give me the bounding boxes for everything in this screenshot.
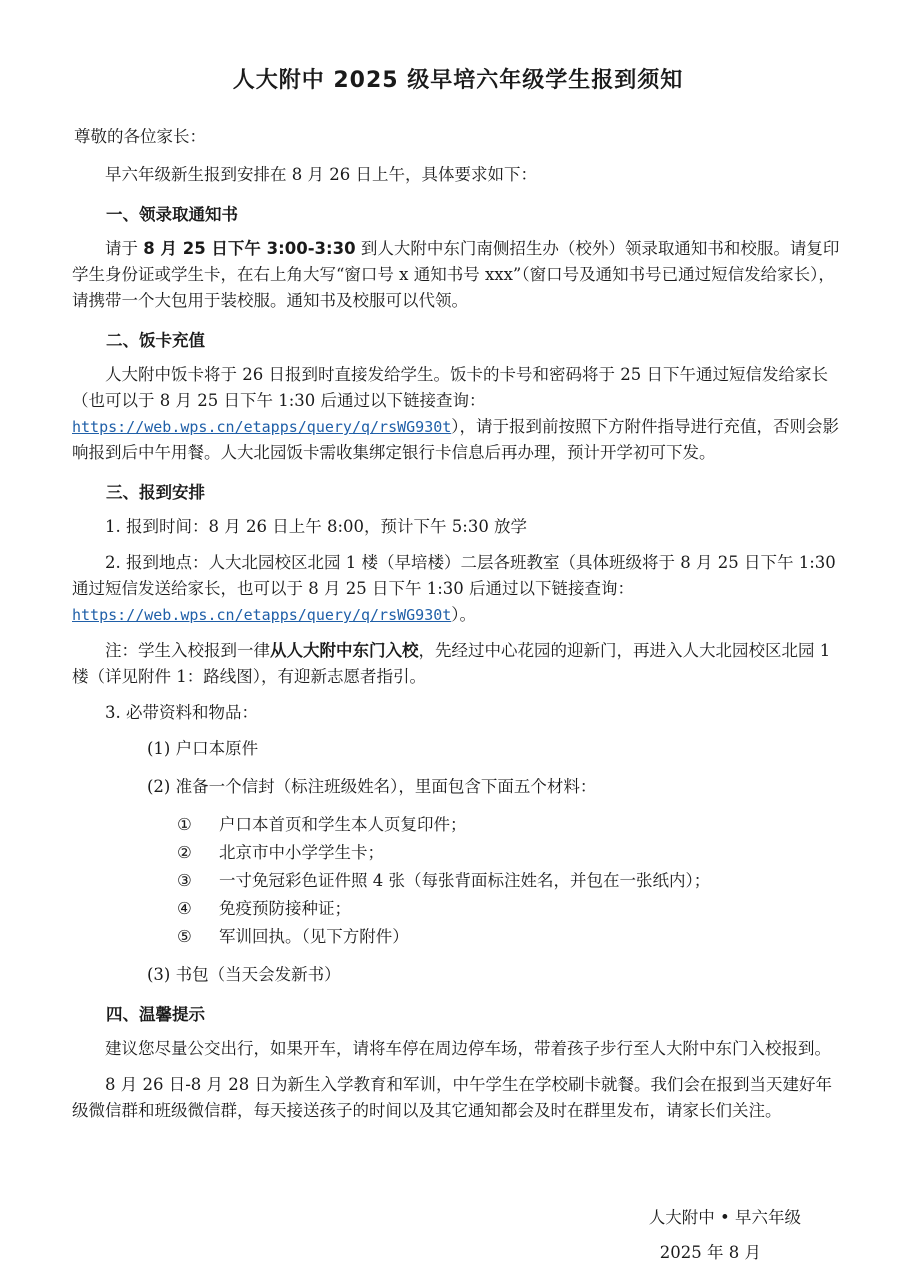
required-item-3: (3) 书包（当天会发新书） [147,965,341,984]
list-item [177,812,844,838]
page-title: 人大附中 2025 级早培六年级学生报到须知 [232,68,684,93]
list-item [177,896,844,922]
item-text: 一寸免冠彩色证件照 4 张（每张背面标注姓名，并包在一张纸内）； [219,871,711,890]
section-2-heading: 二、饭卡充值 [106,331,205,350]
salutation: 尊敬的各位家长： [74,127,206,146]
item-number: ② [177,843,192,862]
report-location [72,550,844,628]
list-item [177,868,844,894]
s1-pickup-time: 8 月 25 日下午 3:00-3:30 [143,239,356,258]
materials-list [72,812,844,950]
s3-loc-post: ）。 [451,605,477,624]
item-number: ⑤ [177,927,192,946]
report-time: 1. 报到时间：8 月 26 日上午 8:00，预计下午 5:30 放学 [105,517,528,536]
s3-loc-pre: 2. 报到地点：人大北园校区北园 1 楼（早培楼）二层各班教室（具体班级将于 8 月 25 日下午 1:30 通过短信发送给家长，也可以于 8 月 25 日下午 1:30 后通过以下链接查询： [72,553,836,598]
section-1-heading: 一、领录取通知书 [106,205,238,224]
note-post: ，先经过中心花园的迎新门，再进入人大北园校区北园 1 楼（详见附件 1：路线图），有迎新志愿者指引。 [72,641,831,686]
item-text: 北京市中小学学生卡； [219,843,384,862]
entry-note [72,638,844,690]
item-text: 免疫预防接种证； [219,899,351,918]
date: 2025 年 8 月 [659,1243,761,1262]
item-text: 户口本首页和学生本人页复印件； [219,815,467,834]
query-link-2[interactable]: https://web.wps.cn/etapps/query/q/rsWG930t [72,606,452,624]
tip-transport: 建议您尽量公交出行，如果开车，请将车停在周边停车场，带着孩子步行至人大附中东门入校报到。 [105,1039,831,1058]
note-pre: 注：学生入校报到一律 [105,641,270,660]
section-4-heading: 四、温馨提示 [106,1005,205,1024]
item-number: ④ [177,899,192,918]
s2-text-post: ），请于报到前按照下方附件指导进行充值，否则会影响报到后中午用餐。人大北园饭卡需收集绑定银行卡信息后再办理，预计开学初可下发。 [72,417,840,462]
note-east-gate: 从人大附中东门入校 [270,641,419,660]
signature: 人大附中 • 早六年级 [648,1208,801,1227]
section-3-heading: 三、报到安排 [106,483,205,502]
s1-text-pre: 请于 [105,239,144,258]
tip-training: 8 月 26 日-8 月 28 日为新生入学教育和军训，中午学生在学校刷卡就餐。我们会在报到当天建好年级微信群和班级微信群，每天接送孩子的时间以及其它通知都会及时在群里发布，请家长们关注。 [72,1075,833,1120]
item-text: 军训回执。（见下方附件） [219,927,409,946]
required-items-heading: 3. 必带资料和物品： [105,703,258,722]
intro-paragraph: 早六年级新生报到安排在 8 月 26 日上午，具体要求如下： [105,165,537,184]
item-number: ① [177,815,192,834]
section-2-paragraph [72,362,844,466]
required-item-1: (1) 户口本原件 [147,739,259,758]
required-item-2: (2) 准备一个信封（标注班级姓名），里面包含下面五个材料： [147,777,597,796]
s1-text-post: 到人大附中东门南侧招生办（校外）领录取通知书和校服。请复印学生身份证或学生卡，在右上角大写“窗口号 x 通知书号 xxx”（窗口号及通知书号已通过短信发给家长），请携带一个大包用于装校服。通知书及校服可以代领。 [72,239,840,310]
item-number: ③ [177,871,192,890]
query-link-1[interactable]: https://web.wps.cn/etapps/query/q/rsWG930t [72,418,452,436]
s2-text-pre: 人大附中饭卡将于 26 日报到时直接发给学生。饭卡的卡号和密码将于 25 日下午通过短信发给家长（也可以于 8 月 25 日下午 1:30 后通过以下链接查询： [72,365,828,410]
section-1-paragraph [72,236,844,314]
list-item [177,840,844,866]
list-item [177,924,844,950]
